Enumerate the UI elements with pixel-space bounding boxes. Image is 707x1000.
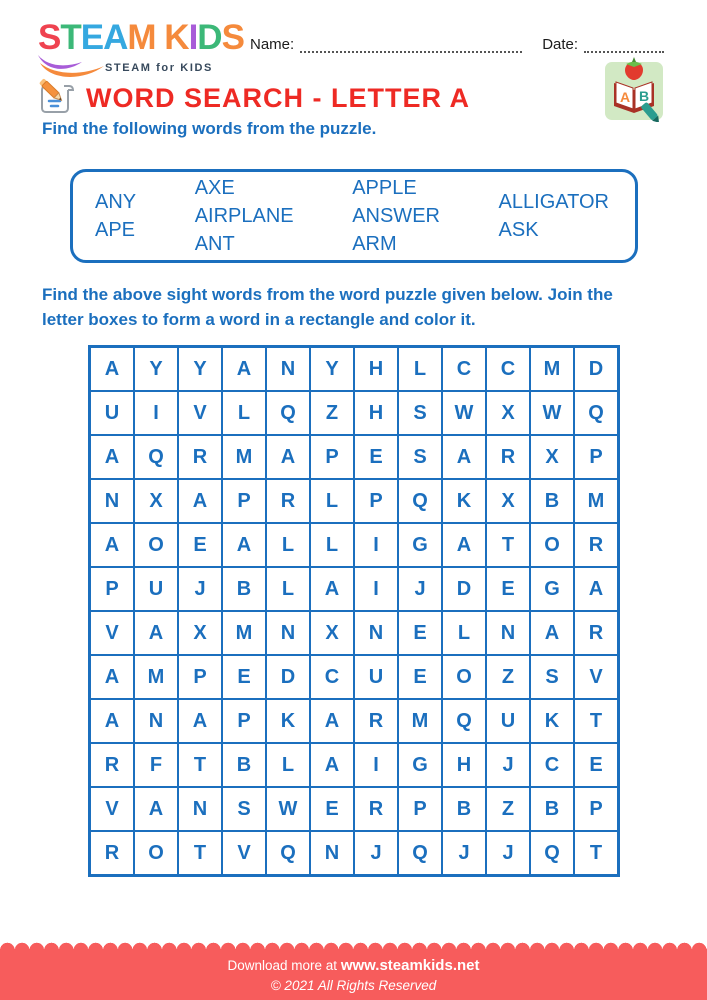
grid-cell[interactable]: A <box>90 347 134 391</box>
grid-cell[interactable]: R <box>178 435 222 479</box>
grid-cell[interactable]: P <box>354 479 398 523</box>
logo-subtitle: STEAM for KIDS <box>105 62 213 74</box>
ab-book-icon <box>604 56 664 122</box>
grid-cell[interactable]: K <box>266 699 310 743</box>
grid-cell[interactable]: V <box>222 831 266 875</box>
grid-cell[interactable]: H <box>354 391 398 435</box>
grid-cell[interactable]: K <box>442 479 486 523</box>
word-bank-word: APE <box>95 219 136 241</box>
grid-cell[interactable]: E <box>310 787 354 831</box>
grid-cell[interactable]: V <box>90 611 134 655</box>
grid-cell[interactable]: R <box>90 743 134 787</box>
grid-cell[interactable]: B <box>222 567 266 611</box>
grid-cell[interactable]: W <box>530 391 574 435</box>
grid-cell[interactable]: Y <box>310 347 354 391</box>
logo-letter: D <box>197 18 222 57</box>
word-bank-word: ANSWER <box>352 205 440 227</box>
grid-cell[interactable]: P <box>178 655 222 699</box>
grid-cell[interactable]: G <box>398 743 442 787</box>
grid-cell[interactable]: P <box>574 787 618 831</box>
grid-cell[interactable]: P <box>222 479 266 523</box>
logo-letter: A <box>103 18 128 57</box>
logo-letter <box>156 18 165 57</box>
grid-cell[interactable]: J <box>354 831 398 875</box>
grid-cell[interactable]: Z <box>486 655 530 699</box>
word-bank-word: ANT <box>194 233 235 255</box>
grid-cell[interactable]: N <box>310 831 354 875</box>
pencil-scroll-icon <box>36 78 80 118</box>
grid-cell[interactable]: N <box>354 611 398 655</box>
grid-cell[interactable]: P <box>222 699 266 743</box>
grid-cell[interactable]: T <box>178 743 222 787</box>
grid-cell[interactable]: P <box>310 435 354 479</box>
grid-cell[interactable]: E <box>398 655 442 699</box>
grid-cell[interactable]: Y <box>178 347 222 391</box>
grid-cell[interactable]: D <box>442 567 486 611</box>
grid-cell[interactable]: N <box>90 479 134 523</box>
grid-cell[interactable]: G <box>398 523 442 567</box>
grid-cell[interactable]: R <box>574 611 618 655</box>
grid-cell[interactable]: S <box>398 435 442 479</box>
grid-cell[interactable]: Q <box>442 699 486 743</box>
grid-cell[interactable]: U <box>90 391 134 435</box>
grid-cell[interactable]: G <box>530 567 574 611</box>
grid-cell[interactable]: E <box>486 567 530 611</box>
grid-cell[interactable]: I <box>354 523 398 567</box>
grid-cell[interactable]: I <box>354 567 398 611</box>
grid-cell[interactable]: R <box>90 831 134 875</box>
grid-cell[interactable]: N <box>178 787 222 831</box>
grid-cell[interactable]: A <box>310 567 354 611</box>
grid-cell[interactable]: U <box>134 567 178 611</box>
grid-cell[interactable]: N <box>134 699 178 743</box>
footer-scallop-edge <box>0 941 707 950</box>
grid-cell[interactable]: X <box>530 435 574 479</box>
word-bank-word: ANY <box>95 191 137 213</box>
grid-cell[interactable]: K <box>530 699 574 743</box>
grid-cell[interactable]: F <box>134 743 178 787</box>
name-date-row <box>250 36 670 53</box>
grid-cell[interactable]: A <box>178 479 222 523</box>
grid-cell[interactable]: M <box>530 347 574 391</box>
grid-cell[interactable]: P <box>90 567 134 611</box>
grid-cell[interactable]: J <box>178 567 222 611</box>
grid-cell[interactable]: J <box>486 831 530 875</box>
grid-cell[interactable]: N <box>266 347 310 391</box>
grid-cell[interactable]: O <box>442 655 486 699</box>
grid-cell[interactable]: E <box>574 743 618 787</box>
grid-cell[interactable]: R <box>486 435 530 479</box>
grid-cell[interactable]: V <box>574 655 618 699</box>
grid-cell[interactable]: E <box>222 655 266 699</box>
grid-cell[interactable]: V <box>90 787 134 831</box>
grid-cell[interactable]: R <box>266 479 310 523</box>
grid-cell[interactable]: N <box>266 611 310 655</box>
grid-cell[interactable]: O <box>134 831 178 875</box>
grid-cell[interactable]: A <box>222 347 266 391</box>
word-bank-word: ASK <box>498 219 539 241</box>
grid-cell[interactable]: Z <box>486 787 530 831</box>
grid-cell[interactable]: X <box>134 479 178 523</box>
grid-cell[interactable]: E <box>398 611 442 655</box>
steamkids-logo <box>38 20 248 78</box>
grid-cell[interactable]: E <box>178 523 222 567</box>
grid-cell[interactable]: R <box>574 523 618 567</box>
grid-cell[interactable]: A <box>530 611 574 655</box>
grid-cell[interactable]: I <box>354 743 398 787</box>
word-bank-word: ALLIGATOR <box>498 191 609 213</box>
grid-cell[interactable]: A <box>222 523 266 567</box>
grid-cell[interactable]: Q <box>574 391 618 435</box>
grid-cell[interactable]: W <box>442 391 486 435</box>
grid-cell[interactable]: D <box>574 347 618 391</box>
grid-cell[interactable]: B <box>442 787 486 831</box>
grid-cell[interactable]: T <box>178 831 222 875</box>
grid-cell[interactable]: V <box>178 391 222 435</box>
title-row <box>36 78 470 118</box>
word-bank-word: AXE <box>194 177 235 199</box>
word-bank-column <box>499 188 609 244</box>
grid-cell[interactable]: C <box>310 655 354 699</box>
grid-cell[interactable]: Z <box>310 391 354 435</box>
svg-text:A: A <box>620 89 631 105</box>
grid-cell[interactable]: L <box>310 479 354 523</box>
grid-cell[interactable]: L <box>398 347 442 391</box>
grid-cell[interactable]: T <box>574 831 618 875</box>
grid-cell[interactable]: L <box>266 523 310 567</box>
grid-cell[interactable]: J <box>486 743 530 787</box>
grid-cell[interactable]: Q <box>398 479 442 523</box>
grid-cell[interactable]: P <box>574 435 618 479</box>
footer-text <box>0 950 707 993</box>
grid-cell[interactable]: L <box>442 611 486 655</box>
logo-letter: S <box>221 18 244 57</box>
grid-cell[interactable]: S <box>222 787 266 831</box>
find-words-subtitle: Find the following words from the puzzle. <box>42 119 377 138</box>
grid-cell[interactable]: D <box>266 655 310 699</box>
logo-swoosh-icon <box>36 53 108 77</box>
logo-letter: E <box>80 18 104 57</box>
date-input-line[interactable] <box>584 38 664 53</box>
grid-cell[interactable]: U <box>486 699 530 743</box>
logo-letter: S <box>38 18 61 57</box>
word-bank-column <box>352 174 440 258</box>
grid-cell[interactable]: Y <box>134 347 178 391</box>
word-bank-column <box>95 188 136 244</box>
grid-cell[interactable]: R <box>354 787 398 831</box>
grid-cell[interactable]: A <box>442 523 486 567</box>
grid-cell[interactable]: P <box>398 787 442 831</box>
grid-cell[interactable]: I <box>134 391 178 435</box>
grid-cell[interactable]: X <box>486 479 530 523</box>
grid-cell[interactable]: A <box>442 435 486 479</box>
logo-letter: K <box>164 18 189 57</box>
footer-download-text: Download more at <box>227 958 338 973</box>
grid-cell[interactable]: J <box>442 831 486 875</box>
footer <box>0 950 707 1000</box>
grid-cell[interactable]: A <box>90 655 134 699</box>
grid-cell[interactable]: C <box>530 743 574 787</box>
grid-cell[interactable]: A <box>134 787 178 831</box>
page-title: WORD SEARCH - LETTER A <box>86 82 470 113</box>
grid-cell[interactable]: X <box>178 611 222 655</box>
grid-cell[interactable]: M <box>574 479 618 523</box>
grid-cell[interactable]: L <box>310 523 354 567</box>
grid-cell[interactable]: N <box>486 611 530 655</box>
logo-letter: T <box>60 18 81 57</box>
grid-cell[interactable]: A <box>574 567 618 611</box>
grid-cell[interactable]: A <box>90 699 134 743</box>
grid-cell[interactable]: C <box>486 347 530 391</box>
grid-cell[interactable]: A <box>90 435 134 479</box>
footer-site-link[interactable]: www.steamkids.net <box>340 957 480 974</box>
grid-cell[interactable]: E <box>354 435 398 479</box>
grid-cell[interactable]: T <box>486 523 530 567</box>
grid-cell[interactable]: O <box>134 523 178 567</box>
word-bank-word: ARM <box>352 233 397 255</box>
grid-cell[interactable]: X <box>486 391 530 435</box>
name-label: Name: <box>250 36 295 53</box>
grid-cell[interactable]: L <box>222 391 266 435</box>
logo-letter: I <box>188 18 198 57</box>
grid-cell[interactable]: Q <box>530 831 574 875</box>
word-bank-word: APPLE <box>352 177 417 199</box>
grid-cell[interactable]: X <box>310 611 354 655</box>
grid-cell[interactable]: W <box>266 787 310 831</box>
grid-cell[interactable]: A <box>310 743 354 787</box>
grid-cell[interactable]: L <box>266 567 310 611</box>
grid-cell[interactable]: A <box>310 699 354 743</box>
grid-cell[interactable]: U <box>354 655 398 699</box>
grid-cell[interactable]: S <box>398 391 442 435</box>
grid-cell[interactable]: A <box>266 435 310 479</box>
logo-letter: M <box>127 18 156 57</box>
grid-cell[interactable]: Q <box>266 831 310 875</box>
grid-cell[interactable]: Q <box>134 435 178 479</box>
logo-wordmark <box>38 20 248 55</box>
grid-cell[interactable]: S <box>530 655 574 699</box>
svg-text:B: B <box>639 88 650 104</box>
grid-cell[interactable]: C <box>442 347 486 391</box>
word-bank-word: AIRPLANE <box>194 205 294 227</box>
grid-cell[interactable]: T <box>574 699 618 743</box>
grid-cell[interactable]: B <box>222 743 266 787</box>
grid-cell[interactable]: M <box>222 435 266 479</box>
word-search-grid <box>88 345 620 877</box>
grid-cell[interactable]: M <box>398 699 442 743</box>
grid-cell[interactable]: H <box>442 743 486 787</box>
grid-cell[interactable]: R <box>354 699 398 743</box>
grid-cell[interactable]: L <box>266 743 310 787</box>
grid-cell[interactable]: H <box>354 347 398 391</box>
grid-cell[interactable]: Q <box>398 831 442 875</box>
word-bank <box>70 169 638 263</box>
grid-cell[interactable]: A <box>90 523 134 567</box>
puzzle-instructions: Find the above sight words from the word puzzle given below. Join the letter boxes to form a word in a rectangle and color it. <box>42 285 613 329</box>
date-label: Date: <box>542 36 579 53</box>
grid-cell[interactable]: A <box>134 611 178 655</box>
grid-cell[interactable]: A <box>178 699 222 743</box>
grid-cell[interactable]: J <box>398 567 442 611</box>
grid-cell[interactable]: Q <box>266 391 310 435</box>
grid-cell[interactable]: B <box>530 479 574 523</box>
grid-cell[interactable]: O <box>530 523 574 567</box>
grid-cell[interactable]: M <box>222 611 266 655</box>
grid-cell[interactable]: B <box>530 787 574 831</box>
word-bank-column <box>195 174 294 258</box>
name-input-line[interactable] <box>300 38 522 53</box>
footer-copyright: © 2021 All Rights Reserved <box>270 978 437 993</box>
grid-cell[interactable]: M <box>134 655 178 699</box>
